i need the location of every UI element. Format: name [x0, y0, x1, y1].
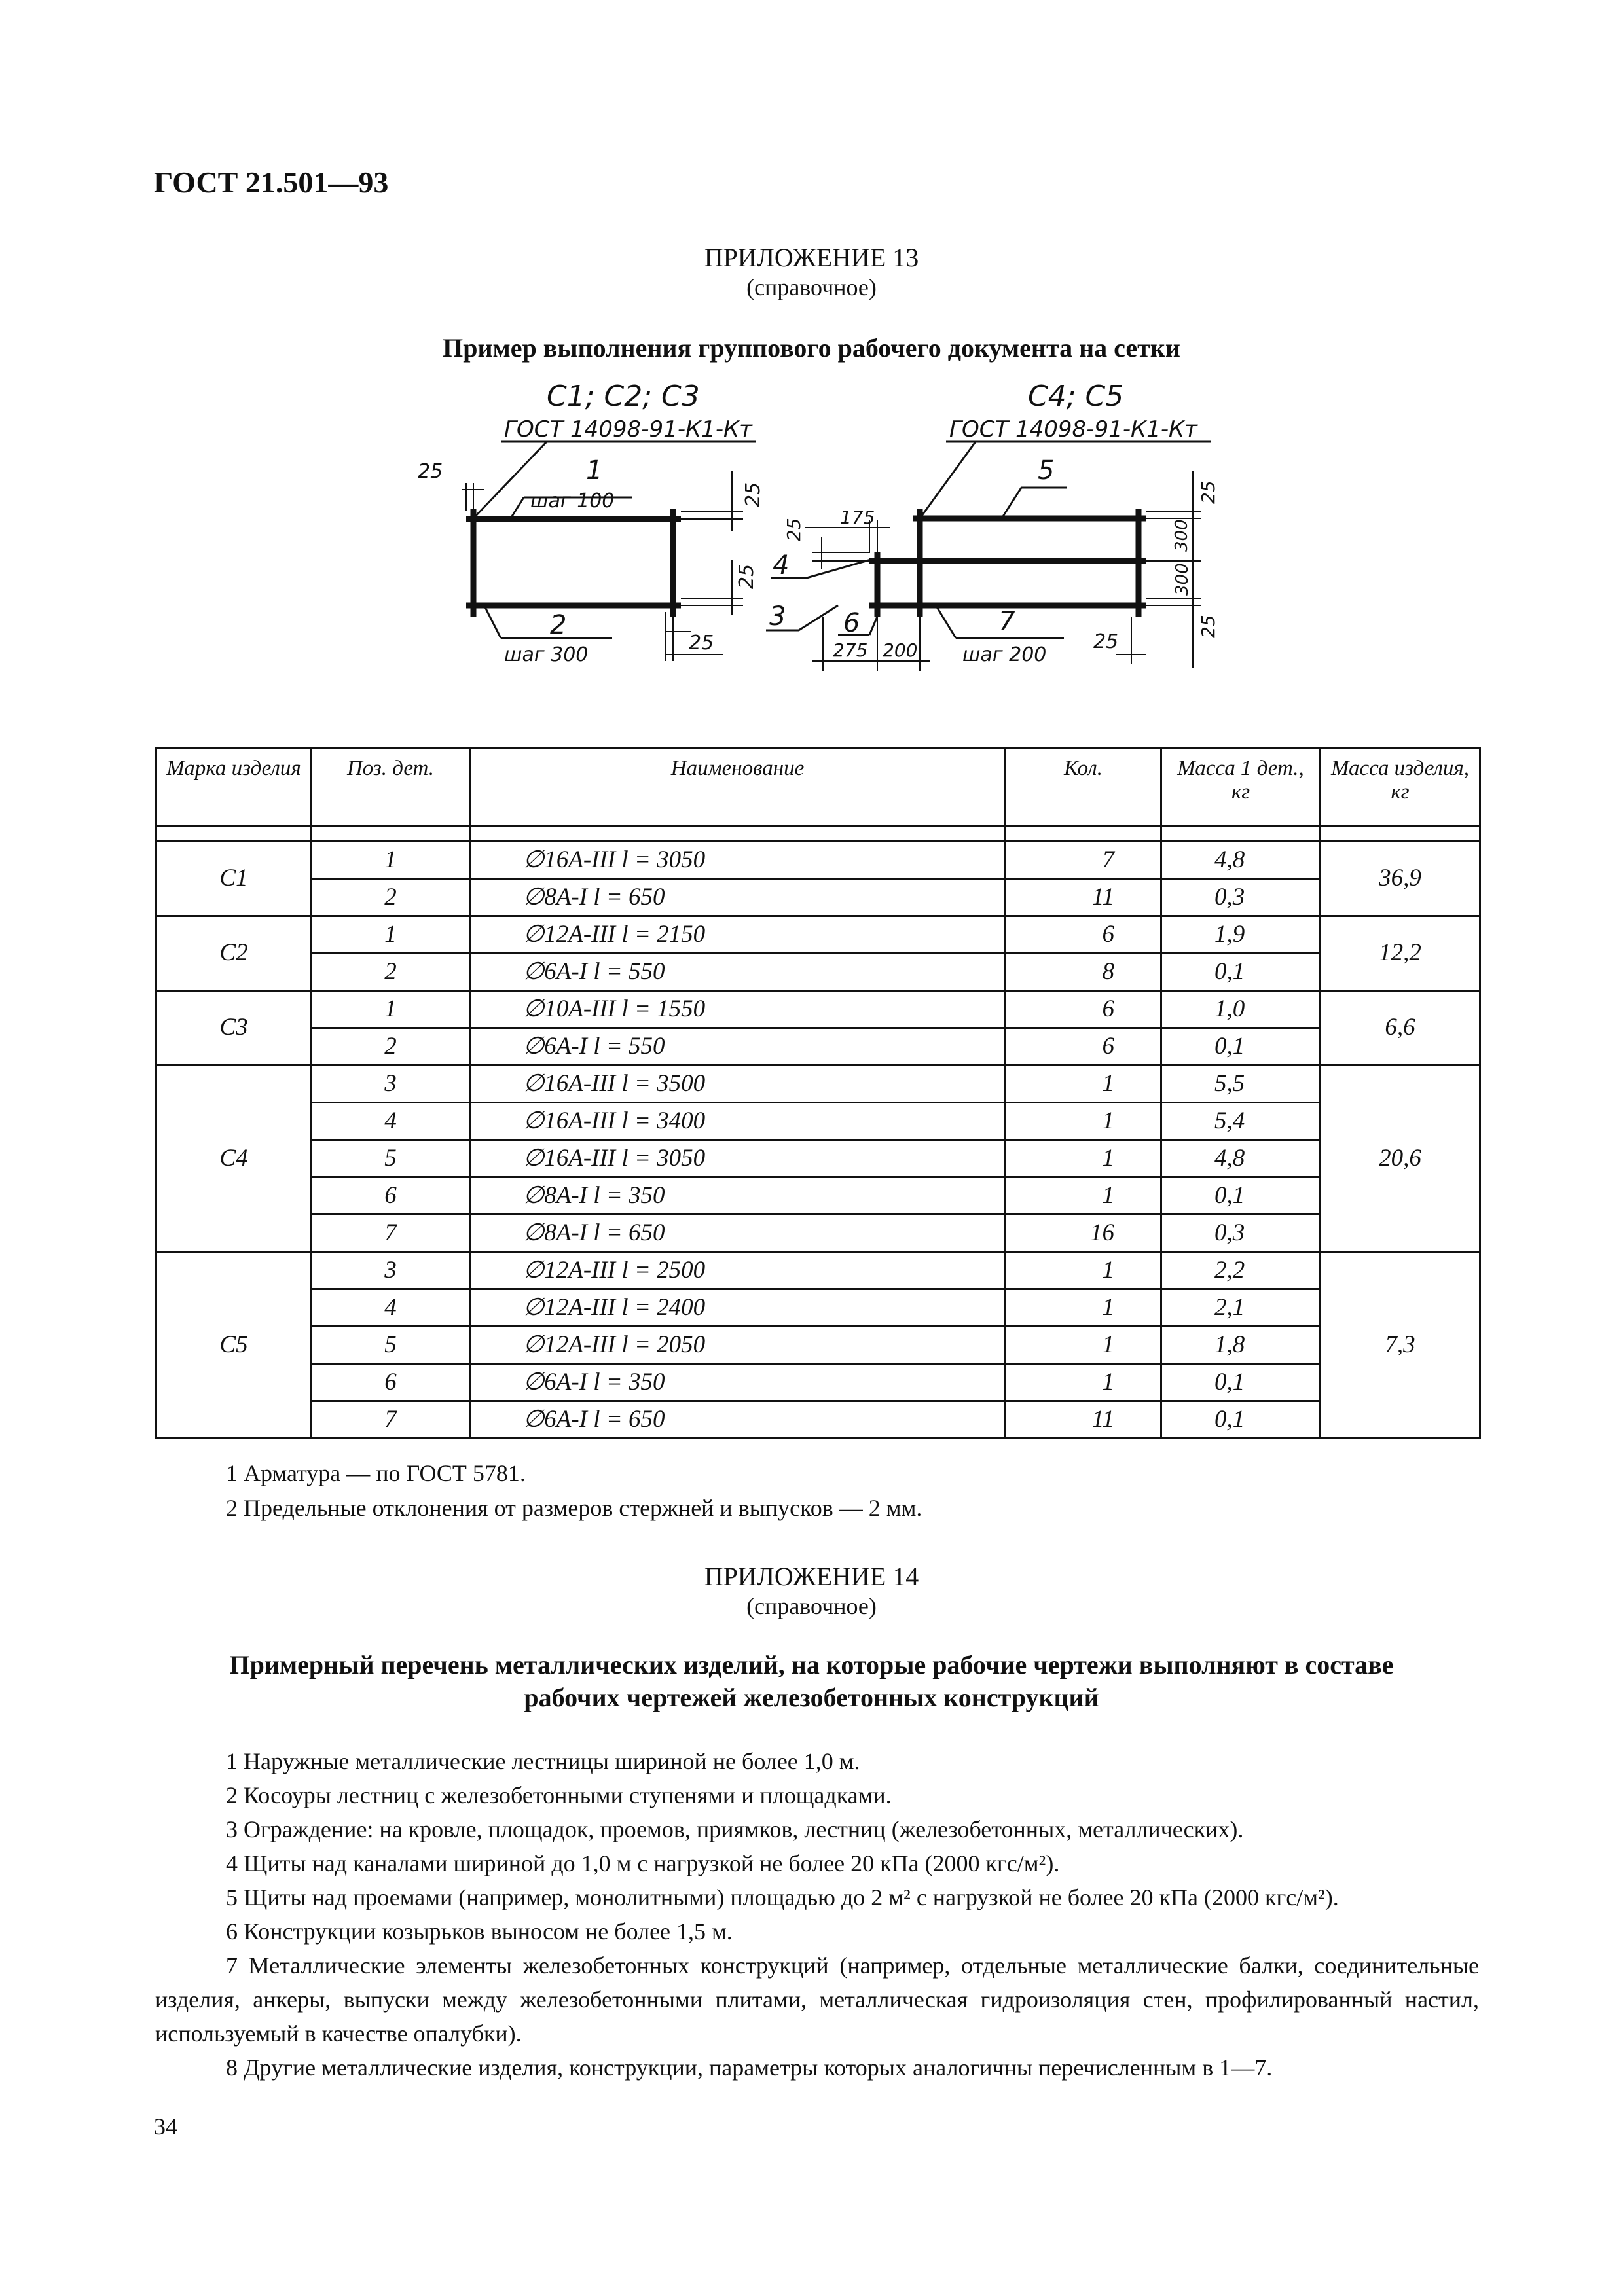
left-dim-25-bottom: 25 [689, 632, 714, 655]
cell-qty: 7 [1006, 842, 1161, 879]
cell-pos: 3 [312, 1252, 470, 1289]
left-standard-ref: ГОСТ 14098-91-К1-Кт [504, 416, 752, 442]
table-row [156, 1401, 1480, 1439]
cell-qty: 6 [1006, 991, 1161, 1028]
right-pos-4: 4 [773, 550, 790, 581]
cell-pos: 2 [312, 879, 470, 916]
header-pos: Поз. дет. [312, 748, 470, 827]
note-1: 1 Арматура — по ГОСТ 5781. [226, 1460, 526, 1486]
cell-qty: 1 [1006, 1327, 1161, 1364]
cell-mass-part: 2,1 [1161, 1289, 1321, 1327]
list-item-5: 5 Щиты над проемами (например, монолитными) площадью до 2 м² с нагрузкой не более 20 кПа (2000 кгс/м²). [226, 1884, 1339, 1910]
cell-mass-part: 5,5 [1161, 1066, 1321, 1103]
cell-mark: С4 [156, 1066, 312, 1252]
note-2: 2 Предельные отклонения от размеров стержней и выпусков — 2 мм. [226, 1495, 922, 1521]
table-row [156, 1327, 1480, 1364]
cell-qty: 1 [1006, 1177, 1161, 1215]
specification-table [155, 747, 1481, 1439]
cell-mass-part: 0,1 [1161, 1401, 1321, 1439]
cell-mass-part: 0,3 [1161, 879, 1321, 916]
cell-mark: С1 [156, 842, 312, 916]
table-row [156, 916, 1480, 954]
appendix14-title: ПРИЛОЖЕНИЕ 14 [704, 1562, 919, 1591]
cell-mark: С2 [156, 916, 312, 991]
table-row [156, 1364, 1480, 1401]
table-row [156, 1289, 1480, 1327]
appendix13-title: ПРИЛОЖЕНИЕ 13 [704, 243, 919, 272]
table-body [156, 827, 1480, 1439]
table-row [156, 1215, 1480, 1252]
cell-pos: 6 [312, 1177, 470, 1215]
appendix13-heading: Пример выполнения группового рабочего документа на сетки [443, 333, 1180, 363]
cell-pos: 2 [312, 954, 470, 991]
cell-mass-part: 5,4 [1161, 1103, 1321, 1140]
cell-pos: 1 [312, 842, 470, 879]
right-dim-300-b: 300 [1173, 563, 1192, 596]
header-qty: Кол. [1006, 748, 1161, 827]
cell-mass-part: 0,1 [1161, 954, 1321, 991]
list-item-7: 7 Металлические элементы железобетонных конструкций (например, отдельные металлические балки, соединительные изделия, анкеры, выпуски между железобетонными плитами, металлическая гидроизоляция стен, профилированный настил, используемый в качестве опалубки). [155, 1952, 1479, 2047]
right-standard-ref: ГОСТ 14098-91-К1-Кт [949, 416, 1197, 442]
list-item-8: 8 Другие металлические изделия, конструкции, параметры которых аналогичны перечисленным в 1—7. [226, 2054, 1273, 2081]
cell-mass-part: 4,8 [1161, 1140, 1321, 1177]
left-pitch-top: шаг 100 [530, 490, 615, 512]
cell-qty: 1 [1006, 1252, 1161, 1289]
cell-qty: 11 [1006, 879, 1161, 916]
table-spacer-row [156, 827, 1480, 842]
right-pos-7: 7 [998, 607, 1015, 637]
cell-name: ∅12A-III l = 2400 [470, 1289, 1006, 1327]
cell-mass-part: 2,2 [1161, 1252, 1321, 1289]
cell-mass-item: 6,6 [1321, 991, 1480, 1066]
cell-name: ∅16A-III l = 3050 [470, 1140, 1006, 1177]
cell-name: ∅8A-I l = 350 [470, 1177, 1006, 1215]
right-dim-275: 275 [833, 639, 868, 661]
cell-pos: 7 [312, 1401, 470, 1439]
cell-qty: 6 [1006, 1028, 1161, 1066]
cell-name: ∅16A-III l = 3400 [470, 1103, 1006, 1140]
left-dim-25-mid: 25 [735, 564, 758, 589]
cell-name: ∅8A-I l = 650 [470, 1215, 1006, 1252]
cell-qty: 1 [1006, 1289, 1161, 1327]
appendix14-heading-line1: Примерный перечень металлических изделий, на которые рабочие чертежи выполняют в составе [229, 1650, 1394, 1679]
cell-mass-item: 7,3 [1321, 1252, 1480, 1439]
appendix14-list [155, 1744, 1479, 2085]
cell-name: ∅12A-III l = 2150 [470, 916, 1006, 954]
cell-qty: 1 [1006, 1066, 1161, 1103]
left-pos-2: 2 [550, 610, 567, 640]
cell-mass-part: 1,9 [1161, 916, 1321, 954]
page-number: 34 [154, 2113, 177, 2140]
right-pos-5: 5 [1038, 456, 1055, 486]
list-item-6: 6 Конструкции козырьков выносом не более 1,5 м. [226, 1918, 733, 1945]
cell-name: ∅16A-III l = 3050 [470, 842, 1006, 879]
header-mark: Марка изделия [156, 748, 312, 827]
cell-qty: 11 [1006, 1401, 1161, 1439]
list-item-1: 1 Наружные металлические лестницы шириной не более 1,0 м. [226, 1748, 860, 1774]
cell-pos: 7 [312, 1215, 470, 1252]
cell-qty: 1 [1006, 1103, 1161, 1140]
table-row [156, 1140, 1480, 1177]
table-row [156, 879, 1480, 916]
table-row [156, 954, 1480, 991]
cell-name: ∅6A-I l = 650 [470, 1401, 1006, 1439]
table-row [156, 1066, 1480, 1103]
right-dim-25-bottom: 25 [1093, 630, 1119, 653]
cell-name: ∅6A-I l = 350 [470, 1364, 1006, 1401]
cell-mass-part: 0,3 [1161, 1215, 1321, 1252]
cell-qty: 8 [1006, 954, 1161, 991]
cell-pos: 4 [312, 1289, 470, 1327]
cell-mass-item: 36,9 [1321, 842, 1480, 916]
cell-pos: 3 [312, 1066, 470, 1103]
cell-mass-item: 20,6 [1321, 1066, 1480, 1252]
list-item-4: 4 Щиты над каналами шириной до 1,0 м с нагрузкой не более 20 кПа (2000 кгс/м²). [226, 1850, 1060, 1876]
header-mass-part: Масса 1 дет., кг [1161, 748, 1321, 827]
cell-pos: 2 [312, 1028, 470, 1066]
cell-pos: 1 [312, 991, 470, 1028]
cell-qty: 6 [1006, 916, 1161, 954]
left-dim-25-top: 25 [742, 482, 765, 507]
table-row [156, 1028, 1480, 1066]
cell-pos: 5 [312, 1327, 470, 1364]
right-pos-3: 3 [769, 601, 786, 632]
cell-pos: 4 [312, 1103, 470, 1140]
right-dim-25-left: 25 [783, 518, 805, 541]
left-marks-label: С1; С2; С3 [547, 380, 700, 413]
list-item-3: 3 Ограждение: на кровле, площадок, проемов, приямков, лестниц (железобетонных, металлических). [226, 1816, 1244, 1842]
left-pitch-bottom: шаг 300 [504, 643, 589, 666]
cell-mass-part: 0,1 [1161, 1364, 1321, 1401]
cell-mass-part: 0,1 [1161, 1028, 1321, 1066]
cell-pos: 1 [312, 916, 470, 954]
table-notes [226, 1456, 922, 1526]
cell-mass-part: 1,8 [1161, 1327, 1321, 1364]
right-pos-6: 6 [843, 608, 860, 638]
table-row [156, 1177, 1480, 1215]
appendix13-subtitle: (справочное) [746, 274, 877, 300]
right-dim-300-a: 300 [1172, 519, 1192, 552]
left-pos-1: 1 [586, 456, 603, 486]
document-standard-header: ГОСТ 21.501—93 [154, 166, 389, 199]
mesh-drawing [393, 373, 1244, 694]
left-dim-25-left: 25 [418, 460, 443, 483]
right-dim-200: 200 [883, 639, 918, 661]
list-item-2: 2 Косоуры лестниц с железобетонными ступенями и площадками. [226, 1782, 892, 1808]
cell-qty: 1 [1006, 1140, 1161, 1177]
right-pitch-bottom: шаг 200 [962, 643, 1047, 666]
right-dim-25-top: 25 [1197, 480, 1219, 504]
cell-name: ∅6A-I l = 550 [470, 954, 1006, 991]
appendix14-heading-line2: рабочих чертежей железобетонных конструкций [524, 1683, 1099, 1712]
cell-name: ∅8A-I l = 650 [470, 879, 1006, 916]
right-dim-25-right-bottom: 25 [1197, 615, 1219, 638]
cell-mass-item: 12,2 [1321, 916, 1480, 991]
header-name: Наименование [470, 748, 1006, 827]
table-row [156, 991, 1480, 1028]
cell-qty: 16 [1006, 1215, 1161, 1252]
table-header-row [156, 748, 1480, 827]
right-dim-175: 175 [840, 507, 875, 528]
right-marks-label: С4; С5 [1028, 380, 1124, 413]
cell-name: ∅16A-III l = 3500 [470, 1066, 1006, 1103]
table-row [156, 1252, 1480, 1289]
cell-name: ∅12A-III l = 2050 [470, 1327, 1006, 1364]
cell-mass-part: 1,0 [1161, 991, 1321, 1028]
table-row [156, 1103, 1480, 1140]
appendix14-subtitle: (справочное) [746, 1593, 877, 1619]
cell-mark: С5 [156, 1252, 312, 1439]
cell-name: ∅6A-I l = 550 [470, 1028, 1006, 1066]
header-mass-item: Масса изделия, кг [1321, 748, 1480, 827]
table-row [156, 842, 1480, 879]
cell-mass-part: 4,8 [1161, 842, 1321, 879]
cell-mass-part: 0,1 [1161, 1177, 1321, 1215]
cell-pos: 5 [312, 1140, 470, 1177]
cell-mark: С3 [156, 991, 312, 1066]
cell-name: ∅10A-III l = 1550 [470, 991, 1006, 1028]
cell-qty: 1 [1006, 1364, 1161, 1401]
cell-name: ∅12A-III l = 2500 [470, 1252, 1006, 1289]
cell-pos: 6 [312, 1364, 470, 1401]
